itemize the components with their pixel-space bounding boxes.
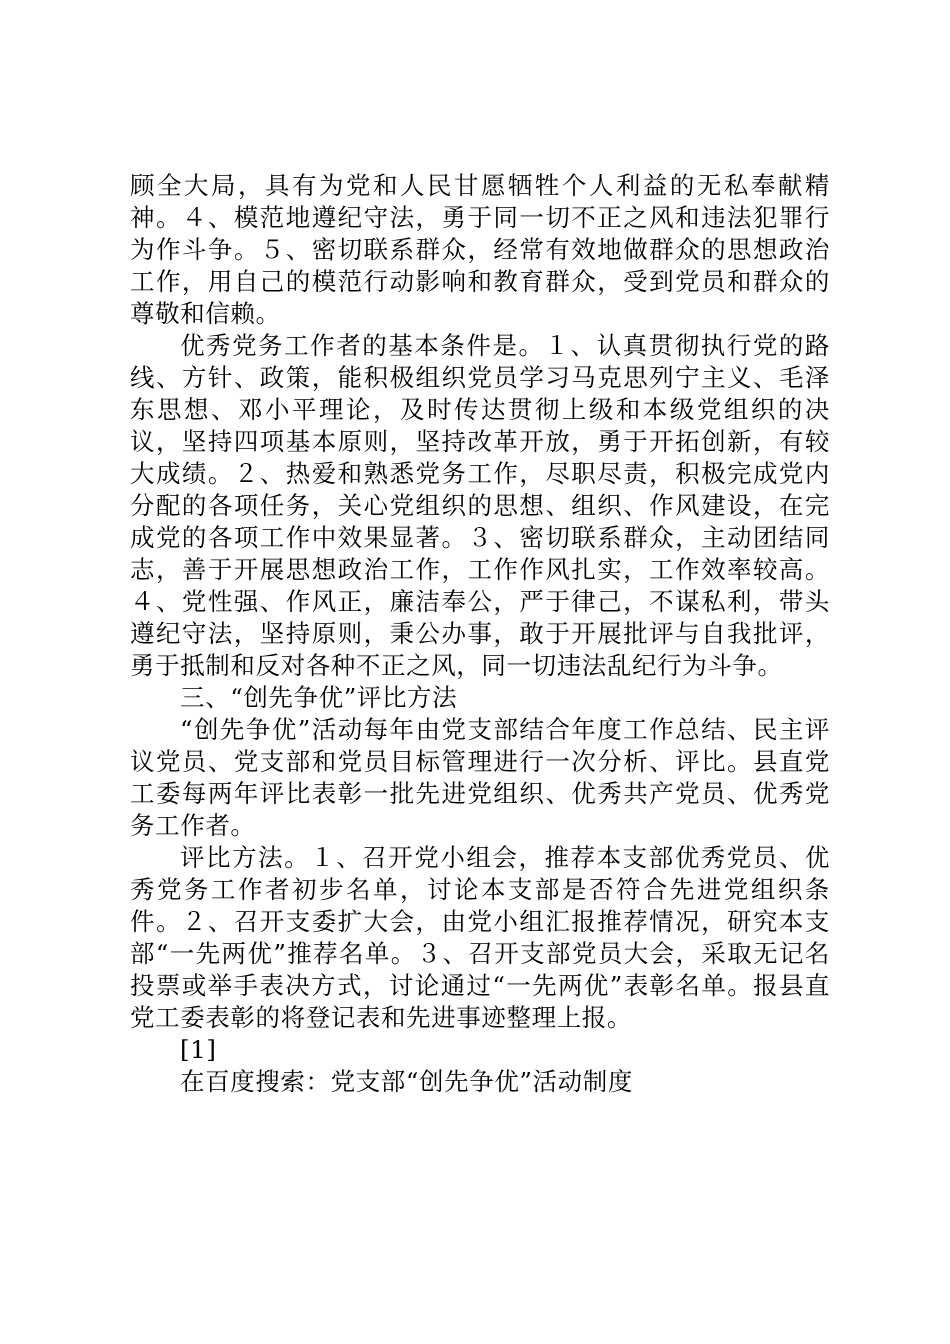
paragraph-evaluation-overview: “创先争优”活动每年由党支部结合年度工作总结、民主评议党员、党支部和党员目标管理进行一次分析、评比。县直党工委每两年评比表彰一批先进党组织、优秀共产党员、优秀党务工作者。 (130, 715, 830, 840)
paragraph-party-worker-conditions: 优秀党务工作者的基本条件是。１、认真贯彻执行党的路线、方针、政策，能积极组织党员学习马克思列宁主义、毛泽东思想、邓小平理论，及时传达贯彻上级和本级党组织的决议，坚持四项基本原则，坚持改革开放，勇于开拓创新，有较大成绩。２、热爱和熟悉党务工作，尽职尽责，积极完成党内分配的各项任务，关心党组织的思想、组织、作风建设，在完成党的各项工作中效果显著。３、密切联系群众，主动团结同志，善于开展思想政治工作，工作作风扎实，工作效率较高。４、党性强、作风正，廉洁奉公，严于律己，不谋私利，带头遵纪守法，坚持原则，秉公办事，敢于开展批评与自我批评，勇于抵制和反对各种不正之风，同一切违法乱纪行为斗争。 (130, 331, 830, 680)
section-heading-evaluation-method: 三、“创先争优”评比方法 (180, 683, 458, 712)
paragraph-evaluation-steps: 评比方法。１、召开党小组会，推荐本支部优秀党员、优秀党务工作者初步名单，讨论本支部是否符合先进党组织条件。２、召开支委扩大会，由党小组汇报推荐情况，研究本支部“一先两优”推荐名单。３、召开支部党员大会，采取无记名投票或举手表决方式，讨论通过“一先两优”表彰名单。报县直党工委表彰的将登记表和先进事迹整理上报。 (130, 843, 830, 1032)
footnote-marker: [1] (180, 1035, 217, 1064)
document-body (130, 170, 830, 1098)
paragraph-member-conditions-continued: 顾全大局，具有为党和人民甘愿牺牲个人利益的无私奉献精神。４、模范地遵纪守法，勇于同一切不正之风和违法犯罪行为作斗争。５、密切联系群众，经常有效地做群众的思想政治工作，用自己的模范行动影响和教育群众，受到党员和群众的尊敬和信赖。 (130, 171, 830, 328)
search-line: 在百度搜索：党支部“创先争优”活动制度 (180, 1067, 633, 1096)
